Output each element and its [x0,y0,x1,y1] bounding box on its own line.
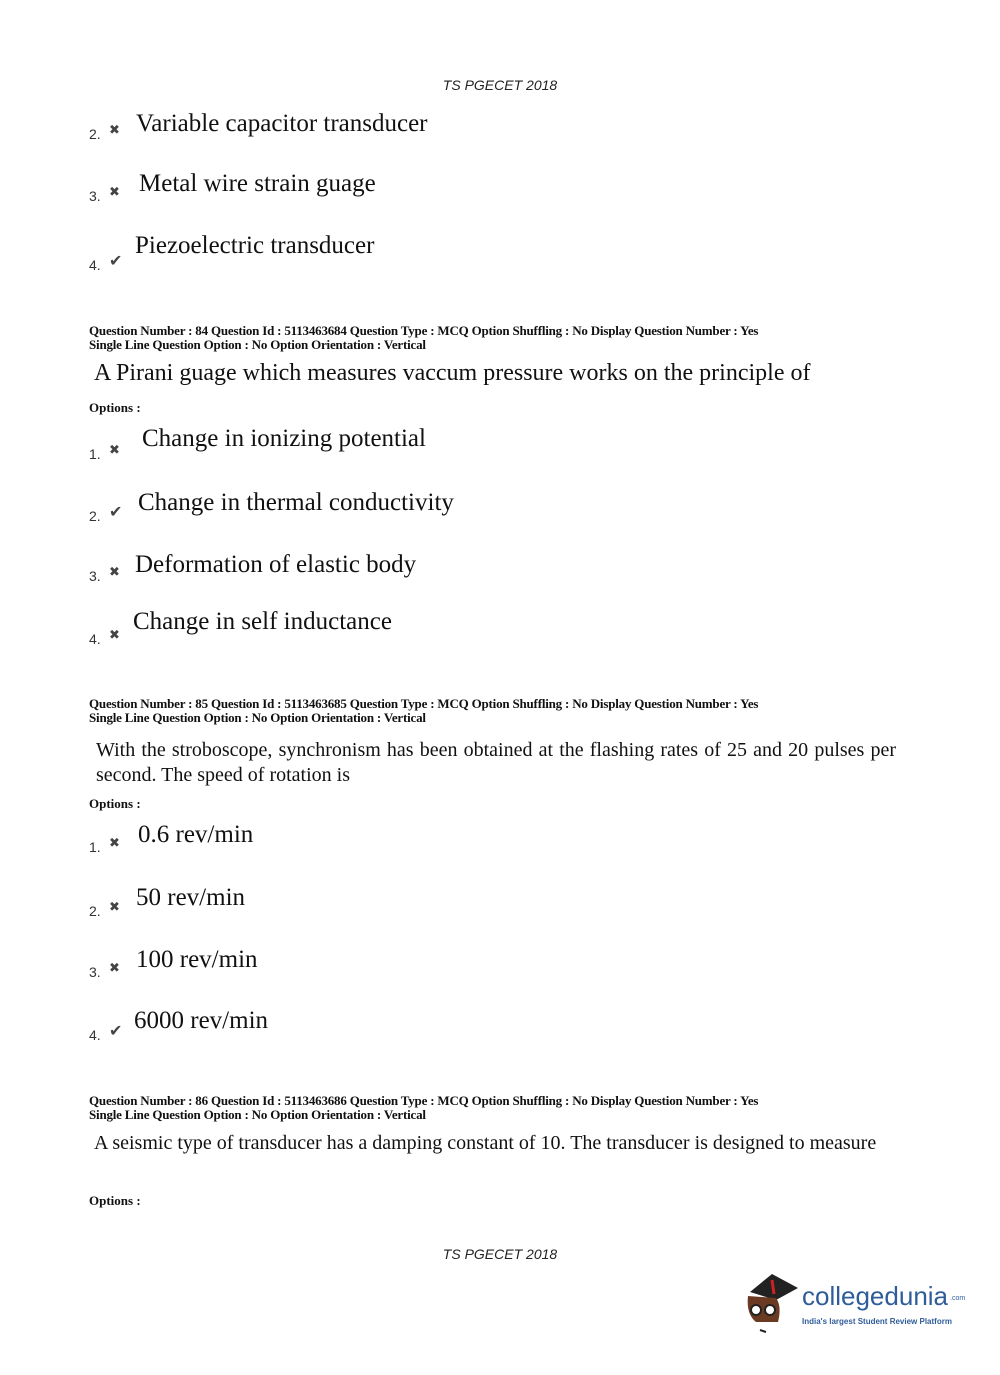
check-icon: ✔ [109,253,123,270]
options-label: Options : [89,1193,141,1208]
option-text: 50 rev/min [136,884,246,911]
cross-icon: ✖ [109,184,120,199]
option-number: 2. [89,126,101,142]
option-text: 0.6 rev/min [138,821,254,848]
collegedunia-logo [742,1270,992,1340]
logo-name: collegedunia [802,1281,949,1311]
check-icon: ✔ [109,504,123,521]
cross-icon: ✖ [109,564,120,579]
option-text: Change in self inductance [133,608,392,635]
option-text: Change in thermal conductivity [138,489,454,516]
option-number: 4. [89,631,101,647]
options-label: Options : [89,400,141,415]
cross-icon: ✖ [109,960,120,975]
question-text: A Pirani guage which measures vaccum pressure works on the principle of [94,360,811,386]
cross-icon: ✖ [109,442,120,457]
page-header: TS PGECET 2018 [442,77,558,93]
option-number: 4. [89,1027,101,1043]
question-meta: Question Number : 84 Question Id : 5113463684 Question Type : MCQ Option Shuffling : No Display Question Number : Yes [89,323,759,338]
question-meta: Single Line Question Option : No Option Orientation : Vertical [89,337,426,352]
question-meta: Single Line Question Option : No Option Orientation : Vertical [89,710,426,725]
question-meta: Question Number : 86 Question Id : 5113463686 Question Type : MCQ Option Shuffling : No Display Question Number : Yes [89,1093,759,1108]
cross-icon: ✖ [109,122,120,137]
options-label: Options : [89,796,141,811]
logo-suffix: .com [950,1295,966,1302]
option-number: 1. [89,446,101,462]
option-text: Change in ionizing potential [142,425,426,452]
question-text: A seismic type of transducer has a damping constant of 10. The transducer is designed to measure [94,1132,877,1154]
logo-tagline: India's largest Student Review Platform [802,1317,952,1326]
logo-wordmark [802,1282,965,1310]
question-meta: Question Number : 85 Question Id : 5113463685 Question Type : MCQ Option Shuffling : No Display Question Number : Yes [89,696,759,711]
option-text: Variable capacitor transducer [136,110,428,137]
cross-icon: ✖ [109,835,120,850]
option-number: 2. [89,508,101,524]
option-text: 100 rev/min [136,946,258,973]
option-number: 4. [89,257,101,273]
option-text: Metal wire strain guage [139,170,376,197]
check-icon: ✔ [109,1023,123,1040]
cross-icon: ✖ [109,627,120,642]
option-number: 3. [89,568,101,584]
option-text: Piezoelectric transducer [135,232,375,259]
option-number: 2. [89,903,101,919]
option-text: 6000 rev/min [134,1007,269,1034]
option-text: Deformation of elastic body [135,551,417,578]
question-meta: Single Line Question Option : No Option Orientation : Vertical [89,1107,426,1122]
mascot-icon [742,1270,800,1336]
option-number: 3. [89,188,101,204]
cross-icon: ✖ [109,899,120,914]
page-footer: TS PGECET 2018 [442,1246,558,1262]
option-number: 3. [89,964,101,980]
option-number: 1. [89,839,101,855]
question-text: With the stroboscope, synchronism has been obtained at the flashing rates of 25 and 20 pulses per second. The speed of rotation is [96,739,896,786]
